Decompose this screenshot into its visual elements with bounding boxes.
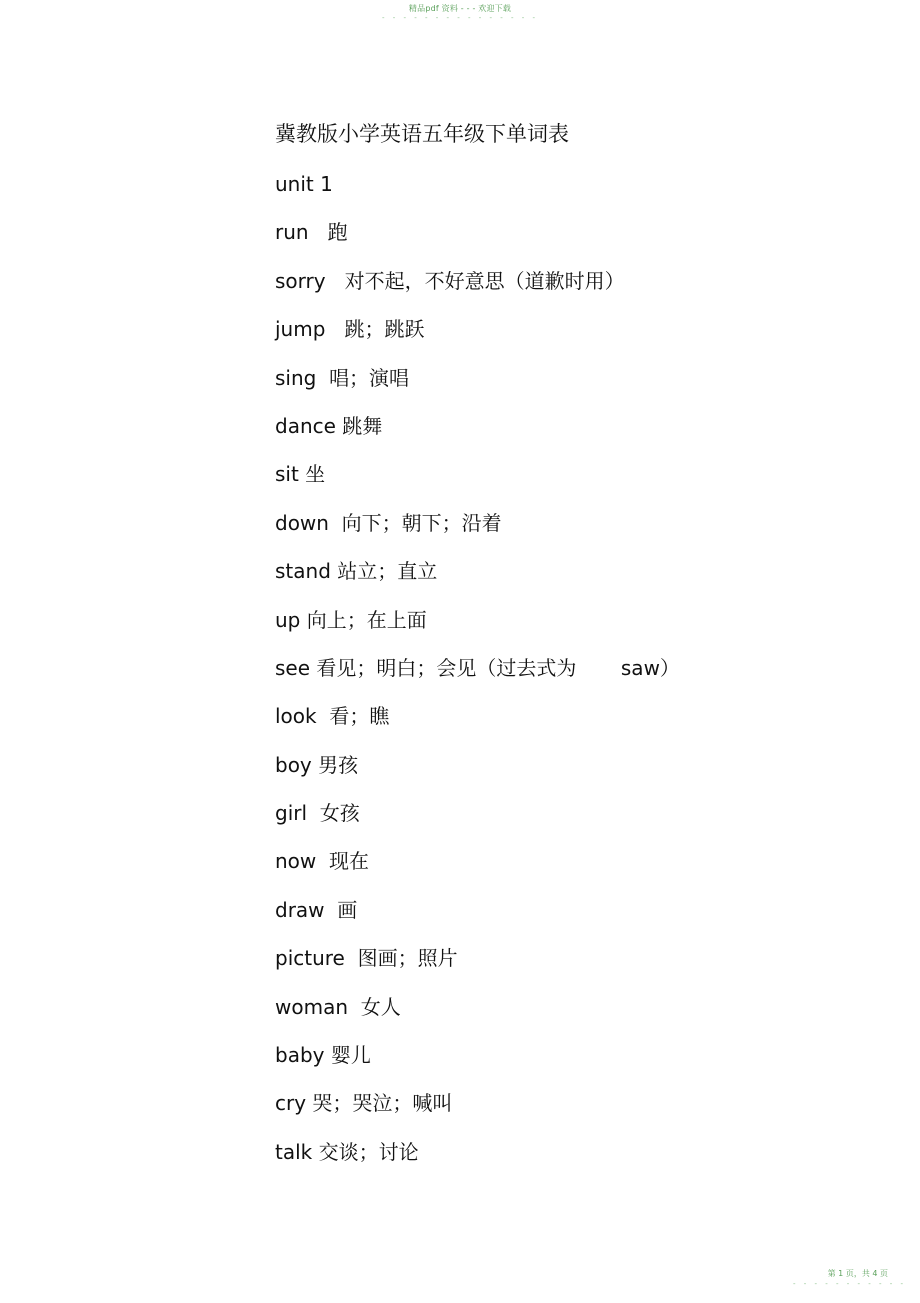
word-line: girl 女孩 — [275, 801, 360, 826]
word-line: jump 跳；跳跃 — [275, 317, 425, 342]
word-line: up 向上；在上面 — [275, 607, 427, 632]
word-line-unit-heading: unit 1 — [275, 172, 333, 196]
word-line: run 跑 — [275, 220, 348, 245]
word-line: sing 唱；演唱 — [275, 365, 410, 390]
header-dots: - - - - - - - - - - - - - - - — [381, 14, 539, 22]
word-line: sorry 对不起，不好意思（道歉时用） — [275, 268, 625, 293]
document-title: 冀教版小学英语五年级下单词表 — [275, 122, 569, 146]
word-line: look 看；瞧 — [275, 704, 390, 729]
word-line: picture 图画；照片 — [275, 946, 458, 971]
word-line: now 现在 — [275, 849, 369, 874]
word-line: cry 哭；哭泣；喊叫 — [275, 1091, 453, 1116]
word-line: boy 男孩 — [275, 752, 359, 777]
word-line: talk 交谈；讨论 — [275, 1139, 419, 1164]
footer-dots: - - - - - - - - - - - — [792, 1280, 906, 1288]
word-line: stand 站立；直立 — [275, 559, 438, 584]
document-body — [275, 119, 875, 1187]
word-line: down 向下；朝下；沿着 — [275, 510, 502, 535]
word-line: draw 画 — [275, 897, 358, 922]
word-line: see 看见；明白；会见（过去式为 saw） — [275, 655, 680, 680]
page-number: 第 1 页，共 4 页 — [827, 1269, 888, 1278]
word-line: sit 坐 — [275, 462, 326, 487]
word-line: baby 婴儿 — [275, 1043, 371, 1068]
header-watermark: 精品pdf 资料 - - - 欢迎下载 — [408, 4, 512, 13]
word-line: dance 跳舞 — [275, 413, 383, 438]
word-line: woman 女人 — [275, 994, 401, 1019]
